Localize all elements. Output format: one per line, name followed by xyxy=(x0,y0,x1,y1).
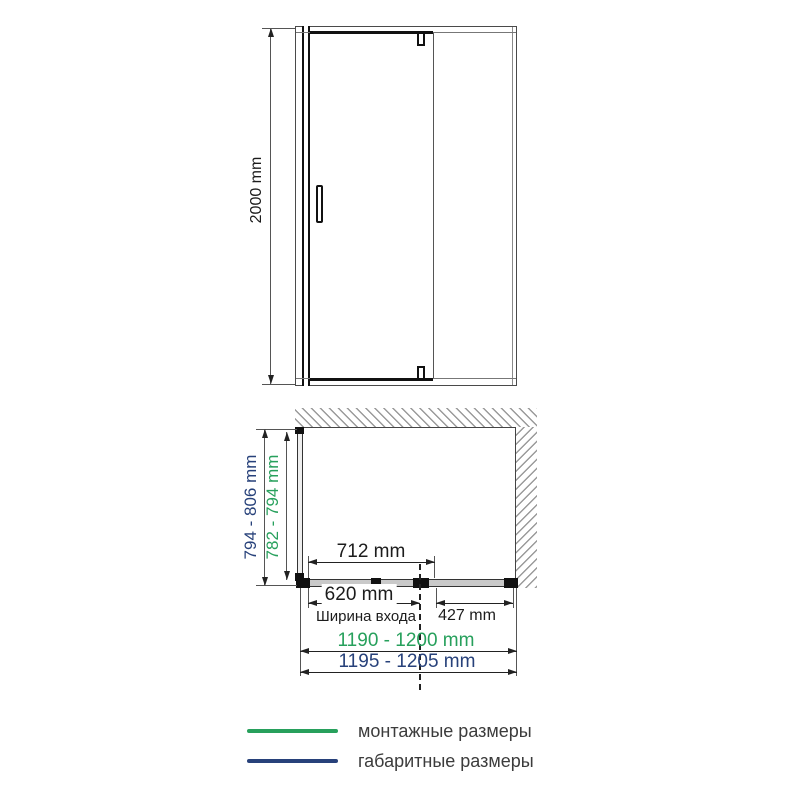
front-top-rail-door-segment xyxy=(310,31,433,34)
wall-hatch-top xyxy=(295,408,537,427)
front-bottom-rail-door-segment xyxy=(310,378,433,381)
legend-swatch-overall xyxy=(247,759,338,763)
dim1195-arrow-left xyxy=(300,669,309,675)
dim427-arrow-right xyxy=(504,600,513,606)
wall-face-top xyxy=(295,427,516,428)
height-dim-tick-bottom xyxy=(262,384,295,385)
dim1190-arrow-right xyxy=(508,648,517,654)
width-ext-right xyxy=(516,588,517,676)
mounting-width-label: 1190 - 1200 mm xyxy=(337,630,475,651)
dim782-794-line xyxy=(286,432,287,580)
front-door-divider-line xyxy=(433,33,434,378)
door-handle xyxy=(316,185,323,223)
legend-label-overall: габаритные размеры xyxy=(358,751,534,771)
dim712-arrow-left xyxy=(308,559,317,565)
overall-width-label: 1195 - 1205 mm xyxy=(338,651,476,672)
legend-swatch-mounting xyxy=(247,729,338,733)
dim794-806-arrow-top xyxy=(262,429,268,438)
height-dim-arrow-bottom xyxy=(268,375,274,384)
door-bar-block-door-edge xyxy=(413,578,429,588)
dim782-794-arrow-bottom xyxy=(284,571,290,580)
legend-label-mounting: монтажные размеры xyxy=(358,721,532,741)
door-bar-block-left xyxy=(296,578,310,588)
entry-width-label: 620 mm xyxy=(322,584,397,606)
height-dim-tick-top xyxy=(262,28,295,29)
outer-depth-label: 794 - 806 mm xyxy=(241,454,260,560)
dim794-806-arrow-bottom xyxy=(262,577,268,586)
dim1190-arrow-left xyxy=(300,648,309,654)
height-dim-arrow-top xyxy=(268,28,274,37)
front-top-bracket xyxy=(417,32,425,46)
front-wall-profile xyxy=(302,26,310,386)
wall-hatch-right xyxy=(516,427,537,588)
side-panel xyxy=(297,427,303,580)
height-dim-line xyxy=(270,28,271,384)
front-frame xyxy=(295,26,517,386)
front-bottom-bracket xyxy=(417,366,425,380)
dim427-line xyxy=(436,603,513,604)
dim782-794-arrow-top xyxy=(284,432,290,441)
height-dimension-label: 2000 mm xyxy=(248,156,265,224)
entry-width-caption: Ширина входа xyxy=(315,608,417,625)
dim427-arrow-left xyxy=(436,600,445,606)
door-glass-width-label: 712 mm xyxy=(336,541,406,562)
width-ext-left xyxy=(300,588,301,676)
door-bar-block-right xyxy=(504,578,518,588)
dim712-arrow-right xyxy=(426,559,435,565)
dim1195-arrow-right xyxy=(508,669,517,675)
dim620-arrow-right xyxy=(411,600,420,606)
front-right-profile-line xyxy=(512,27,513,385)
dim427-ext-right xyxy=(513,588,514,608)
dim620-arrow-left xyxy=(308,600,317,606)
fixed-panel-width-label: 427 mm xyxy=(438,607,496,624)
wall-face-right xyxy=(515,427,516,588)
inner-depth-label: 782 - 794 mm xyxy=(263,454,282,560)
